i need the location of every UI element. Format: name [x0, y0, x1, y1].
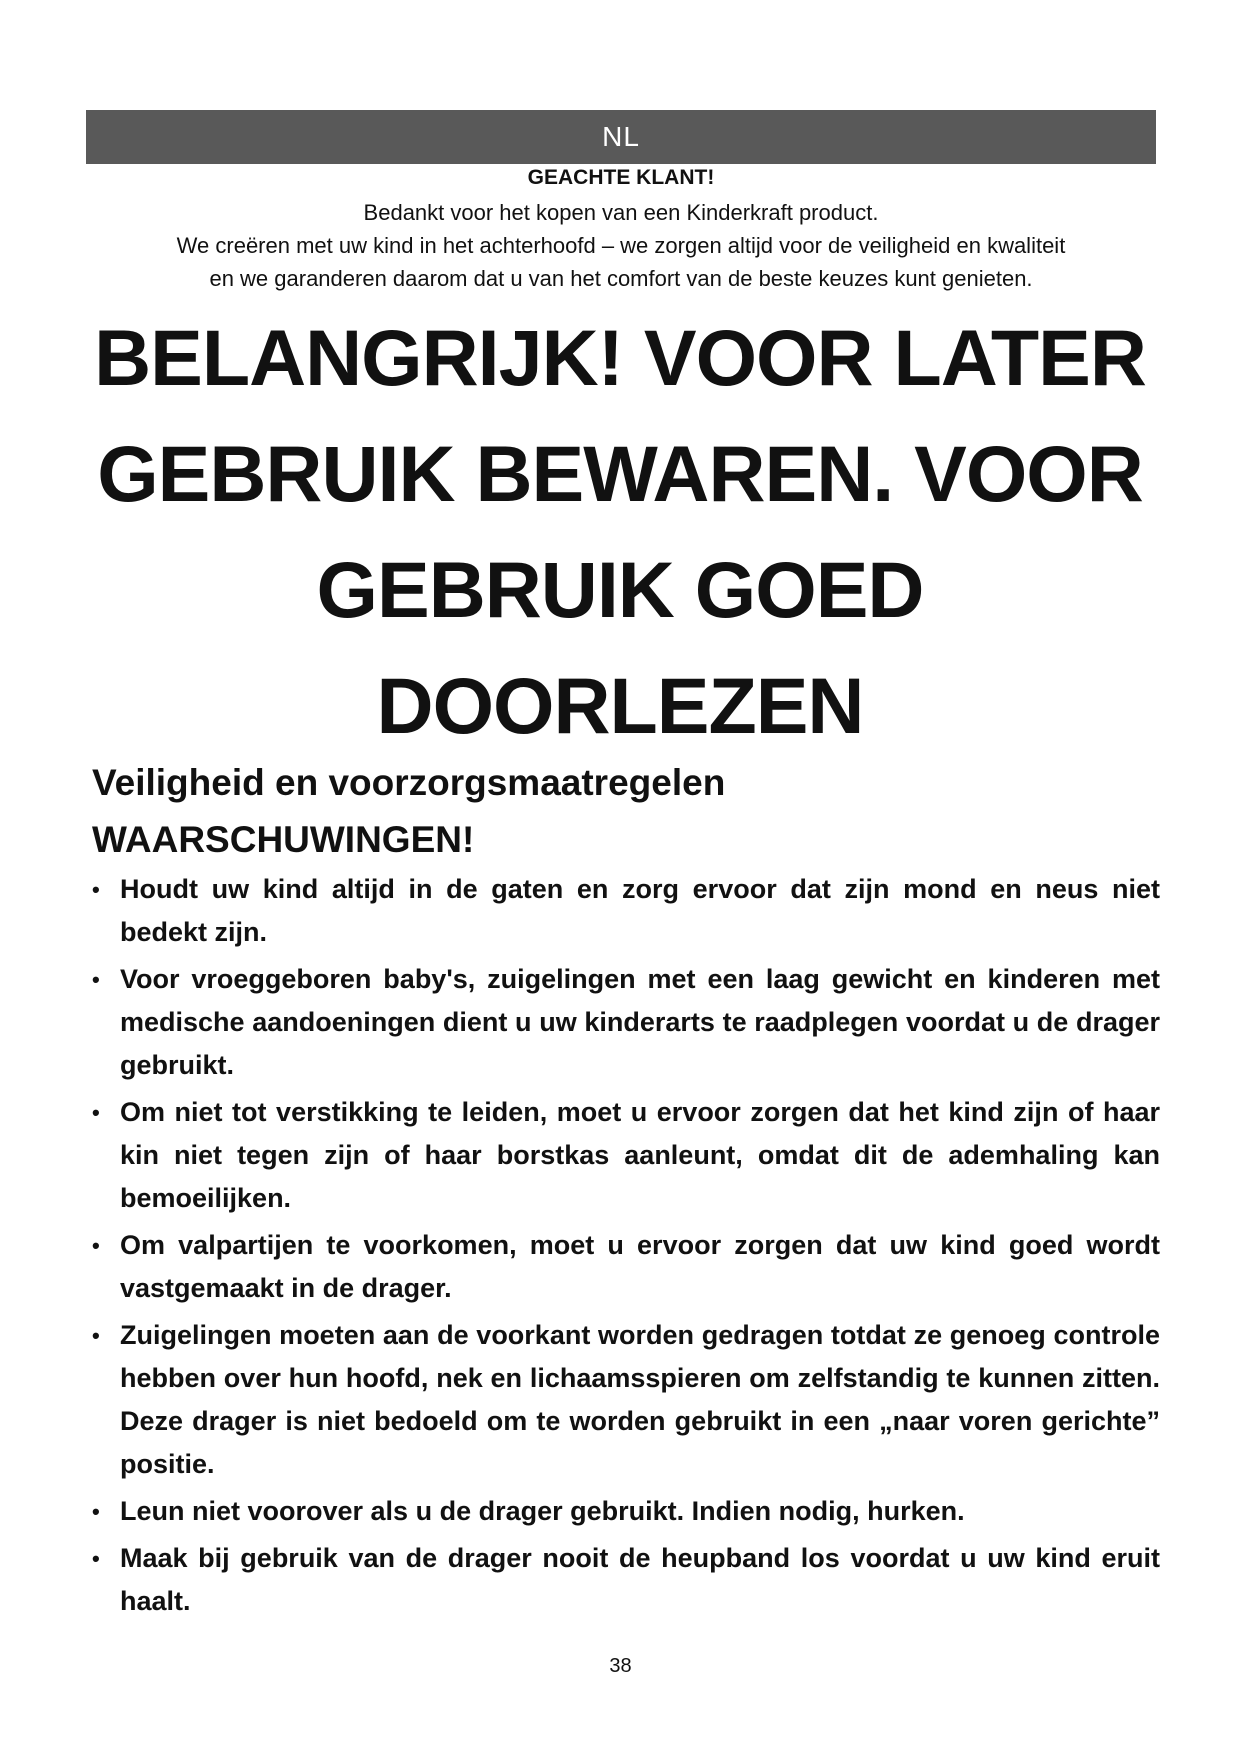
language-code: NL [602, 121, 640, 152]
warning-text: Om niet tot verstikking te leiden, moet u ervoor zorgen dat het kind zijn of haar kin niet tegen zijn of haar borstkas aanleunt, omdat dit de ademhaling kan bemoeilijken. [120, 1097, 1160, 1213]
warnings-title: WAARSCHUWINGEN! [92, 819, 475, 860]
safety-section-title: Veiligheid en voorzorgsmaatregelen [92, 762, 726, 803]
intro-line: We creëren met uw kind in het achterhoofd – we zorgen altijd voor de veiligheid en kwaliteit [176, 233, 1066, 258]
bullet-icon: • [92, 1233, 100, 1258]
warnings-list [90, 868, 1160, 1627]
bullet-icon: • [92, 967, 100, 992]
warning-text: Zuigelingen moeten aan de voorkant worden gedragen totdat ze genoeg controle hebben over hun hoofd, nek en lichaamsspieren om zelfstandig te kunnen zitten. Deze drager is niet bedoeld om te worden gebruikt in een „naar voren gerichte” positie. [120, 1320, 1160, 1479]
bullet-icon: • [92, 1499, 100, 1524]
important-notice-headline [60, 300, 1180, 764]
intro-line: en we garanderen daarom dat u van het comfort van de beste keuzes kunt genieten. [209, 266, 1033, 291]
greeting-heading: GEACHTE KLANT! [527, 166, 715, 189]
bullet-icon: • [92, 1546, 100, 1571]
warning-text: Voor vroeggeboren baby's, zuigelingen met een laag gewicht en kinderen met medische aandoeningen dient u uw kinderarts te raadplegen voordat u de drager gebruikt. [120, 964, 1160, 1080]
bullet-icon: • [92, 1100, 100, 1125]
headline-line: GEBRUIK BEWAREN. VOOR [97, 429, 1143, 518]
warning-text: Houdt uw kind altijd in de gaten en zorg ervoor dat zijn mond en neus niet bedekt zijn. [120, 874, 1160, 947]
page-number: 38 [609, 1655, 632, 1677]
warning-text: Om valpartijen te voorkomen, moet u ervoor zorgen dat uw kind goed wordt vastgemaakt in de drager. [120, 1230, 1160, 1303]
warning-item [90, 958, 1160, 1087]
warning-item [90, 1091, 1160, 1220]
warning-item [90, 1490, 1160, 1533]
warning-item [90, 1314, 1160, 1486]
headline-line: DOORLEZEN [376, 661, 864, 750]
headline-line: GEBRUIK GOED [316, 545, 924, 634]
headline-line: BELANGRIJK! VOOR LATER [94, 313, 1146, 402]
warning-item [90, 868, 1160, 954]
warning-item [90, 1224, 1160, 1310]
warning-text: Maak bij gebruik van de drager nooit de heupband los voordat u uw kind eruit haalt. [120, 1543, 1160, 1616]
intro-paragraph [86, 196, 1156, 295]
warning-text: Leun niet voorover als u de drager gebruikt. Indien nodig, hurken. [120, 1496, 965, 1526]
warning-item [90, 1537, 1160, 1623]
bullet-icon: • [92, 877, 100, 902]
language-header-bar [86, 110, 1156, 164]
bullet-icon: • [92, 1323, 100, 1348]
intro-line: Bedankt voor het kopen van een Kinderkraft product. [363, 200, 879, 225]
